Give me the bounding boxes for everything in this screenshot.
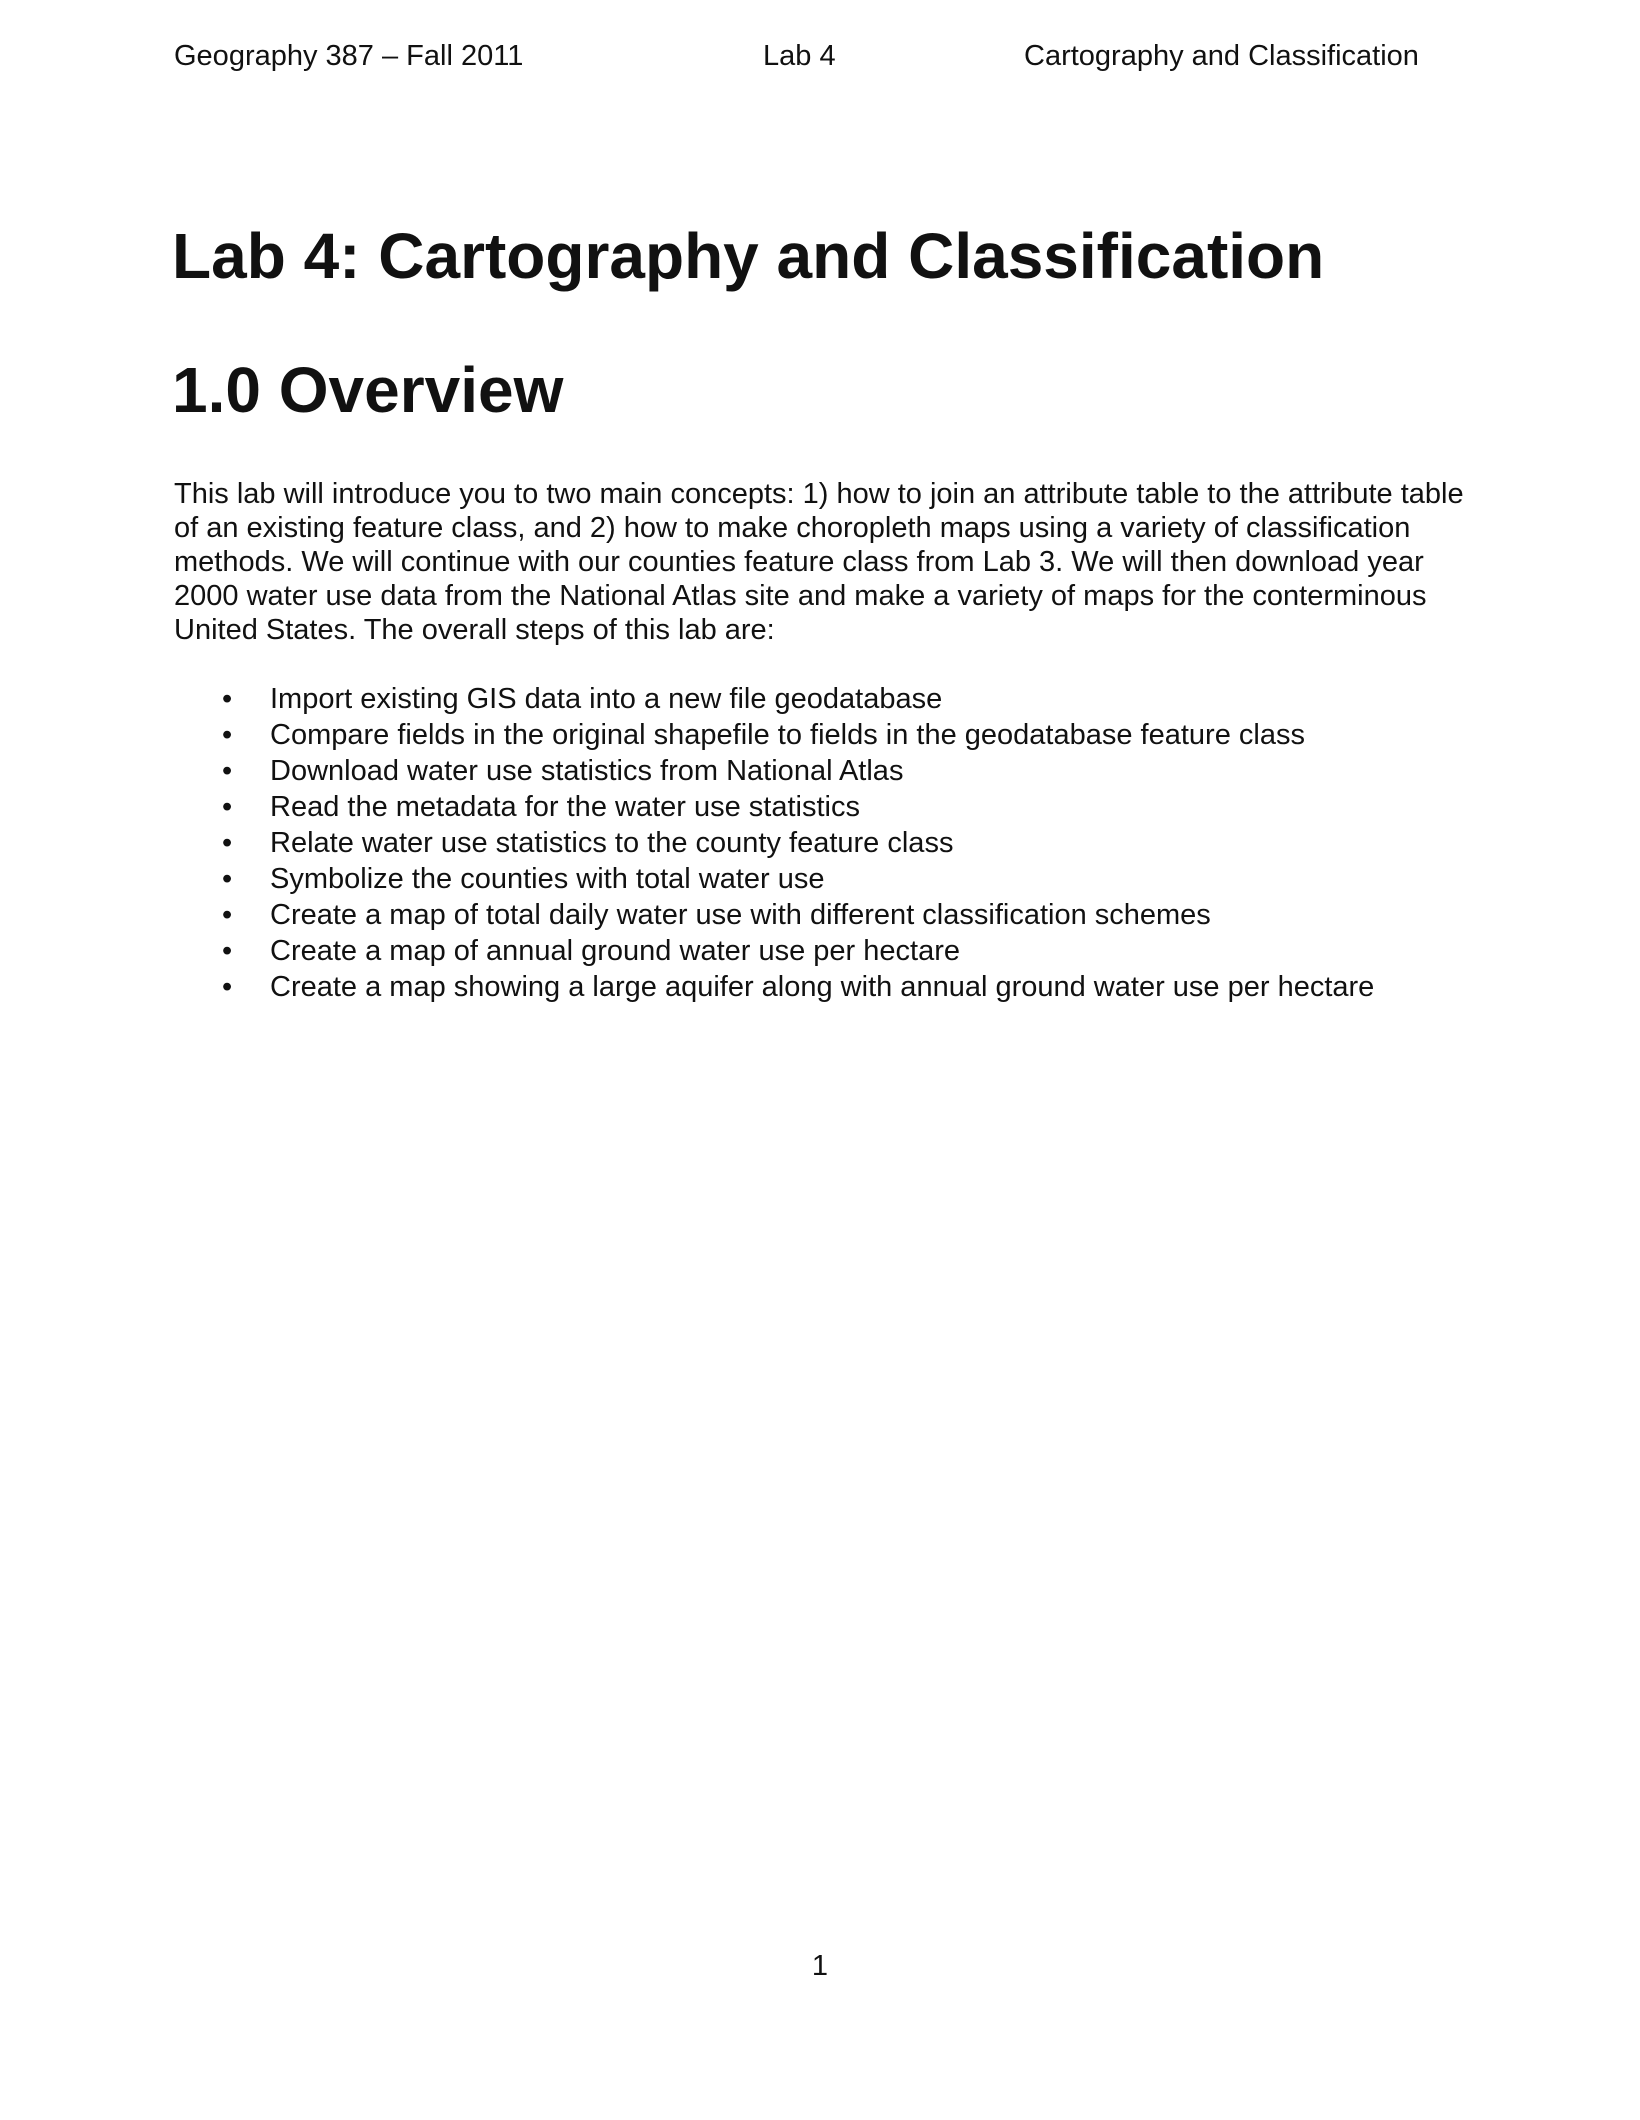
document-title: Lab 4: Cartography and Classification	[172, 220, 1325, 292]
step-text: Relate water use statistics to the county feature class	[270, 827, 954, 859]
bullet-icon: •	[222, 827, 233, 859]
bullet-icon: •	[222, 791, 233, 823]
section-heading: 1.0 Overview	[172, 354, 564, 426]
page-header	[174, 36, 1474, 76]
list-item	[174, 933, 1474, 969]
list-item	[174, 861, 1474, 897]
list-item	[174, 717, 1474, 753]
step-text: Create a map showing a large aquifer along with annual ground water use per hectare	[270, 971, 1375, 1003]
bullet-icon: •	[222, 719, 233, 751]
steps-list	[174, 681, 1474, 1005]
bullet-icon: •	[222, 935, 233, 967]
list-item	[174, 825, 1474, 861]
bullet-icon: •	[222, 755, 233, 787]
list-item	[174, 753, 1474, 789]
list-item	[174, 681, 1474, 717]
step-text: Read the metadata for the water use statistics	[270, 791, 860, 823]
step-text: Symbolize the counties with total water use	[270, 863, 825, 895]
bullet-icon: •	[222, 863, 233, 895]
page-number: 1	[811, 1950, 829, 1982]
step-text: Import existing GIS data into a new file geodatabase	[270, 683, 943, 715]
list-item	[174, 897, 1474, 933]
list-item	[174, 789, 1474, 825]
step-text: Download water use statistics from National Atlas	[270, 755, 904, 787]
step-text: Compare fields in the original shapefile to fields in the geodatabase feature class	[270, 719, 1305, 751]
header-lab-number: Lab 4	[763, 40, 836, 72]
list-item	[174, 969, 1474, 1005]
step-text: Create a map of annual ground water use per hectare	[270, 935, 960, 967]
overview-paragraph: This lab will introduce you to two main concepts: 1) how to join an attribute table to the attribute table of an existing feature class, and 2) how to make choropleth maps using a variety of classification methods. We will continue with our counties feature class from Lab 3. We will then download year 2000 water use data from the National Atlas site and make a variety of maps for the conterminous United States. The overall steps of this lab are:	[174, 478, 1464, 646]
header-course: Geography 387 – Fall 2011	[174, 40, 524, 72]
header-lab-topic: Cartography and Classification	[1024, 40, 1419, 72]
bullet-icon: •	[222, 683, 233, 715]
step-text: Create a map of total daily water use with different classification schemes	[270, 899, 1211, 931]
bullet-icon: •	[222, 899, 233, 931]
bullet-icon: •	[222, 971, 233, 1003]
